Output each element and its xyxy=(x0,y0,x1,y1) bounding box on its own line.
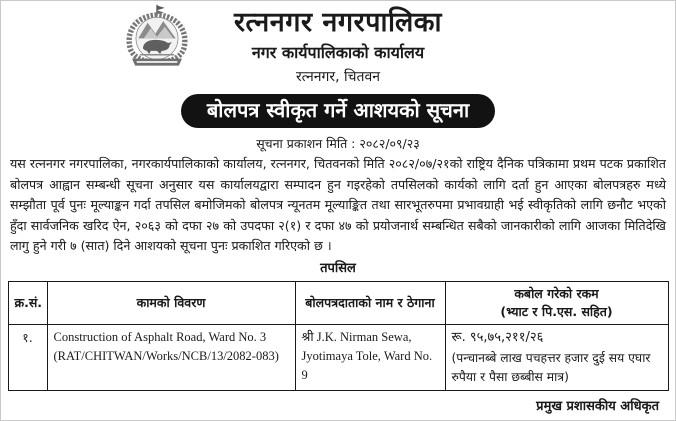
notice-body-paragraph: यस रत्ननगर नगरपालिका, नगरकार्यपालिकाको कार्यालय, रत्ननगर, चितवनको मिति २०८२/०७/२१को राष्ट्रिय दैनिक पत्रिकामा प्रथम पटक प्रकाशित बोलपत्र आह्वान सम्बन्धी सूचना अनुसार यस कार्यालयद्वारा सम्पादन हुन गइरहेको तपसिलको कार्यको लागि दर्ता हुन आएका बोलपत्रहरु मध्ये सम्झौता पूर्व पुनः मूल्याङ्कन गर्दा तपसिल बमोजिमको बोलपत्र न्यूनतम मूल्याङ्कित तथा सारभूतरुपमा प्रभावग्राही भई स्वीकृतिको लागि छनौट भएको हुँदा सार्वजनिक खरिद ऐन, २०६३ को दफा २७ को उपदफा २(१) र दफा ४७ को प्रयोजनार्थ सम्बन्धित सबैको जानकारीको लागि आजका मितिदेखि लागु हुने गरी ७ (सात) दिने आशयको सूचना पुनः प्रकाशित गरिएको छ । xyxy=(10,156,666,253)
table-row xyxy=(8,324,668,390)
table-header-row xyxy=(8,281,668,324)
bid-details-table xyxy=(8,281,669,391)
header-quoted-amount xyxy=(445,281,668,324)
notice-title-banner: बोलपत्र स्वीकृत गर्ने आशयको सूचना xyxy=(181,94,495,128)
header-serial-number: क्र.सं. xyxy=(8,281,47,324)
cell-quoted-amount xyxy=(445,324,668,390)
document-header xyxy=(1,1,675,87)
amount-in-words: (पन्चानब्बे लाख पचहत्तर हजार दुई सय एघार रुपैया र पैसा छब्बीस मात्र) xyxy=(451,350,651,384)
publish-date: सूचना प्रकाशन मिति : २०८२/०९/२३ xyxy=(256,136,420,151)
signature-title: प्रमुख प्रशासकीय अधिकृत xyxy=(536,399,659,414)
amount-figure: रू. ९५,७५,२११/२६ xyxy=(451,329,544,345)
municipality-name: रत्ननगर नगरपालिका xyxy=(233,7,443,38)
header-quoted-amount-line2: (भ्याट र पि.एस. सहित) xyxy=(500,303,613,319)
tapasil-heading: तपसिल xyxy=(320,260,356,276)
office-name: नगर कार्यपालिकाको कार्यालय xyxy=(251,43,425,62)
cell-serial-number: १. xyxy=(8,324,47,390)
office-address: रत्ननगर, चितवन xyxy=(295,69,381,85)
banner-row xyxy=(1,94,675,128)
cell-work-description: Construction of Asphalt Road, Ward No. 3 (RAT/CHITWAN/Works/NCB/13/2082-083) xyxy=(47,324,295,390)
municipality-emblem-icon xyxy=(117,4,197,68)
header-work-description: कामको विवरण xyxy=(47,281,295,324)
header-quoted-amount-line1: कबोल गरेको रकम xyxy=(514,285,599,301)
cell-bidder-name-address: श्री J.K. Nirman Sewa, Jyotimaya Tole, Ward No. 9 xyxy=(295,324,445,390)
header-bidder-name-address: बोलपत्रदाताको नाम र ठेगाना xyxy=(295,281,445,324)
